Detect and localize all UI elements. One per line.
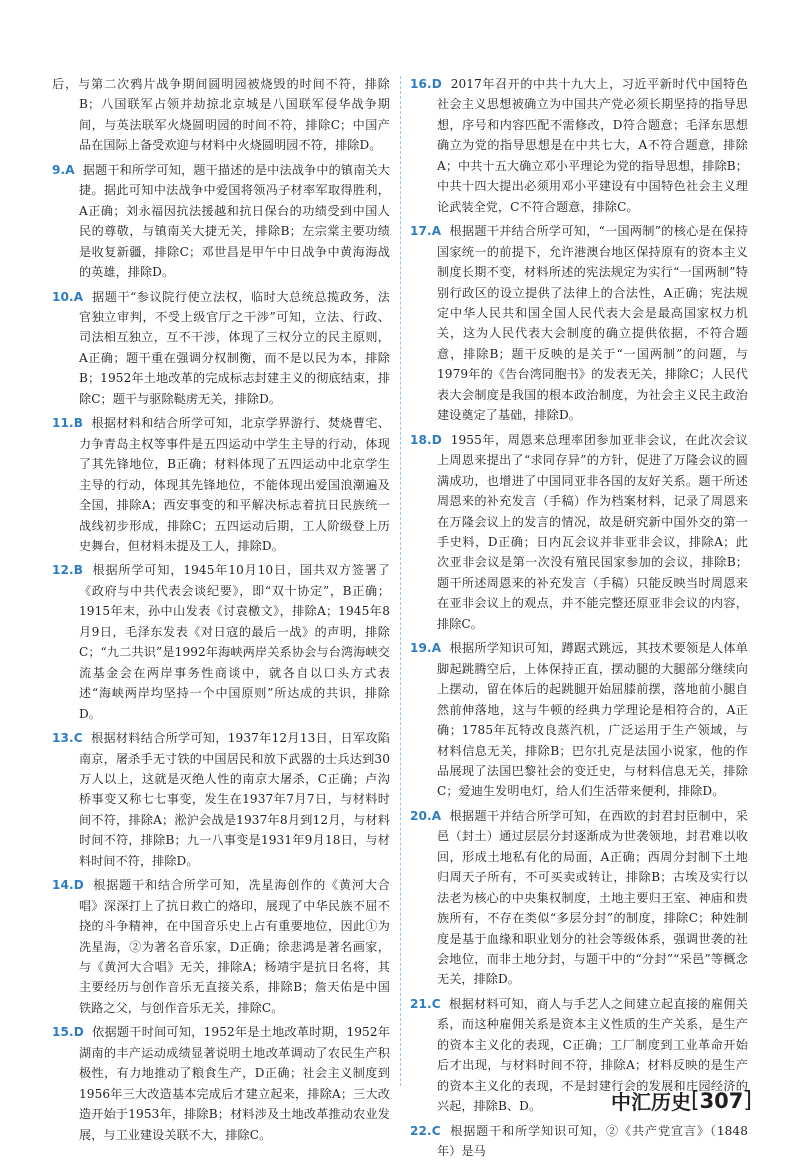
question-number: 12.	[52, 563, 74, 578]
answer-letter: D	[73, 1025, 84, 1040]
answer-item-15	[52, 1022, 390, 1145]
answer-text: 据题干“参议院行使立法权，临时大总统总揽政务，法官独立审判，不受上级官厅之干涉”可知，立法、行政、司法相互独立，互不干涉，体现了三权分立的民主原则，A正确；题干重在强调分权制衡，而不是以民为本，排除B；1952年土地改革的完成标志封建主义的彻底结束，排除C；题干与驱除鞑虏无关，排除D。	[79, 289, 391, 406]
answer-letter: D	[73, 878, 84, 893]
answer-item-9	[52, 160, 390, 283]
answer-item-22	[410, 1121, 748, 1162]
answer-text: 据题干和所学可知，题干描述的是中法战争中的镇南关大捷。据此可知中法战争中爱国将领冯子材率军取得胜利，A正确；刘永福因抗法援越和抗日保台的功绩受到中国人民的尊敬，与镇南关大捷无关，排除B；左宗棠主要功绩是收复新疆，排除C；邓世昌是甲午中日战争中黄海海战的英雄，排除D。	[79, 162, 390, 280]
question-number: 20.	[410, 808, 432, 823]
answer-item-20	[410, 806, 748, 990]
answer-item-19	[410, 638, 748, 802]
answer-item-11	[52, 413, 390, 556]
answer-letter: A	[431, 641, 442, 656]
answer-letter: C	[73, 731, 83, 746]
right-column	[410, 74, 748, 1166]
answer-text: 根据题干并结合所学可知，“一国两制”的核心是在保持国家统一的前提下，允许港澳台地区保持原有的资本主义制度长期不变，材料所述的宪法规定为实行“一国两制”特别行政区的设立提供了法律上的合法性，A正确；宪法规定中华人民共和国全国人民代表大会是最高国家权力机关，这为人民代表大会制度的确立提供依据，不符合题意，排除B；题干反映的是关于“一国两制”的问题，与1979年的《告台湾同胞书》的发表无关，排除C；人民代表大会制度是我国的根本政治制度，为社会主义民主政治建设奠定了基础，排除D。	[437, 224, 748, 423]
answer-text: 根据材料可知，商人与手艺人之间建立起直接的雇佣关系，而这种雇佣关系是资本主义性质的生产关系，是生产的资本主义化的表现，C正确；工厂制度到工业革命开始后才出现，与材料时间不符，排除A；材料反映的是生产的资本主义化的表现，不是封建行会的发展和庄园经济的兴起，排除B、D。	[437, 996, 749, 1114]
page-footer	[611, 1086, 752, 1115]
answer-item-18	[410, 430, 748, 635]
answer-text: 根据材料结合所学可知，1937年12月13日，日军攻陷南京，屠杀手无寸铁的中国居民和放下武器的士兵达到30万人以上，这就是灭绝人性的南京大屠杀，C正确；卢沟桥事变又称七七事变，发生在1937年7月7日，与材料时间不符，排除A；淞沪会战是1937年8月到12月，与材料时间不符，排除B；九一八事变是1931年9月18日，与材料时间不符，排除D。	[79, 731, 390, 868]
answer-letter: C	[431, 1123, 441, 1138]
answer-letter: B	[73, 563, 84, 578]
question-number: 14.	[52, 878, 74, 893]
answer-item-10	[52, 287, 390, 410]
answer-text: 2017年召开的中共十九大上，习近平新时代中国特色社会主义思想被确立为中国共产党必须长期坚持的指导思想，序号和内容匹配不需修改，D符合题意；毛泽东思想确立为党的指导思想是在中共七大，A不符合题意，排除A；中共十五大确立邓小平理论为党的指导思想，排除B；中共十四大提出必须用邓小平建设有中国特色社会主义理论武装全党，C不符合题意，排除C。	[437, 77, 748, 214]
question-number: 21.	[410, 996, 432, 1011]
question-number: 16.	[410, 77, 432, 91]
question-number: 17.	[410, 224, 432, 239]
answer-text: 根据题干和结合所学可知，冼星海创作的《黄河大合唱》深深打上了抗日救亡的烙印，展现了中华民族不屈不挠的斗争精神，在中国音乐史上占有重要地位，因此①为冼星海，②为著名音乐家，D正确；徐悲鸿是著名画家，与《黄河大合唱》无关，排除A；杨靖宇是抗日名将，其主要经历与创作音乐无直接关系，排除B；詹天佑是中国铁路之父，与创作音乐无关，排除C。	[79, 878, 390, 1015]
answer-letter: A	[431, 808, 442, 823]
answer-item-17	[410, 221, 748, 426]
question-number: 11.	[52, 416, 74, 431]
answer-letter: A	[65, 162, 75, 177]
question-number: 19.	[410, 641, 432, 656]
question-number: 15.	[52, 1025, 74, 1040]
answer-letter: A	[73, 289, 84, 304]
answer-text: 根据题干并结合所学可知，在西欧的封君封臣制中，采邑（封土）通过层层分封逐渐成为世袭领地，封君难以收回，形成土地私有化的局面，A正确；西周分封制下土地归周天子所有，不可买卖或转让，排除B；古埃及实行以法老为核心的中央集权制度，土地主要归王室、神庙和贵族所有，不存在类似“多层分封”的制度，排除C；种姓制度是基于血缘和职业划分的社会等级体系，强调世袭的社会地位，而非土地分封，与题干中的“分封”“采邑”等概念无关，排除D。	[437, 808, 748, 987]
answer-text: 1955年，周恩来总理率团参加亚非会议，在此次会议上周恩来提出了“求同存异”的方针，促进了万隆会议的圆满成功，也增进了中国同亚非各国的友好关系。题干所述周恩来的补充发言（手稿）作为档案材料，记录了周恩来在万隆会议上的发言的情况，故是研究新中国外交的第一手史料，D正确；日内瓦会议并非亚非会议，排除A；此次亚非会议是第一次没有殖民国家参加的会议，排除B；题干所述周恩来的补充发言（手稿）只能反映当时周恩来在亚非会议上的观点，并不能完整还原亚非会议的内容，排除C。	[437, 432, 748, 631]
answer-letter: B	[73, 416, 84, 431]
answer-item-cont	[52, 74, 390, 156]
answer-text: 根据所学可知，1945年10月10日，国共双方签署了《政府与中共代表会谈纪要》，即“双十协定”，B正确；1915年末，孙中山发表《讨袁檄文》，排除A；1945年8月9日，毛泽东发表《对日寇的最后一战》的声明，排除C；“九二共识”是1992年海峡两岸关系协会与台湾海峡交流基金会在两岸事务性商谈中，就各自以口头方式表述“海峡两岸均坚持一个中国原则”所达成的共识，排除D。	[79, 563, 390, 721]
column-divider	[400, 76, 401, 1086]
answer-item-13	[52, 728, 390, 871]
question-number: 18.	[410, 432, 432, 447]
answer-text: 根据题干和所学知识可知，②《共产党宣言》（1848年）是马	[437, 1123, 749, 1159]
footer-title: 中汇历史	[610, 1090, 691, 1114]
answer-text: 根据材料和结合所学可知，北京学界游行、焚烧曹宅、力争青岛主权等事件是五四运动中学生主导的行动，体现了其先锋地位，B正确；材料体现了五四运动中北京学生主导的行动，体现其先锋地位，不能体现出爱国浪潮遍及全国，排除A；西安事变的和平解决标志着抗日民族统一战线初步形成，排除C；五四运动后期，工人阶级登上历史舞台，但材料未提及工人，排除D。	[79, 416, 390, 553]
answer-item-16	[410, 74, 748, 217]
question-number: 22.	[410, 1123, 432, 1138]
bracket-right: ]	[743, 1088, 752, 1113]
answer-letter: D	[431, 77, 442, 91]
page-number: 307	[699, 1088, 744, 1113]
answer-text: 后，与第二次鸦片战争期间圆明园被烧毁的时间不符，排除B；八国联军占领并劫掠北京城是八国联军侵华战争期间，与英法联军火烧圆明园的时间不符，排除C；中国产品在国际上备受欢迎与材料中火烧圆明园不符，排除D。	[52, 77, 390, 153]
question-number: 9.	[52, 162, 66, 177]
answer-item-14	[52, 875, 390, 1018]
answer-letter: D	[431, 432, 442, 447]
left-column	[52, 74, 390, 1149]
bracket-left: [	[690, 1088, 700, 1113]
answer-letter: A	[431, 224, 442, 239]
answer-text: 依据题干时间可知，1952年是土地改革时期，1952年湖南的丰产运动成绩显著说明土地改革调动了农民生产积极性，有力地推动了粮食生产，D正确；社会主义制度到1956年三大改造基本完成后才建立起来，排除A；三大改造开始于1953年，排除B；材料涉及土地改革推动农业发展，与工业建设关联不大，排除C。	[79, 1025, 390, 1142]
answer-letter: C	[431, 996, 441, 1011]
question-number: 10.	[52, 289, 74, 304]
question-number: 13.	[52, 731, 74, 746]
answer-text: 根据所学知识可知，蹲踞式跳远，其技术要领是人体单脚起跳腾空后，上体保持正直，摆动腿的大腿部分继续向上摆动，留在体后的起跳腿开始屈膝前摆，落地前小腿自然前伸落地，这与牛顿的经典力学理论是相符合的，A正确；1785年瓦特改良蒸汽机，广泛运用于生产领域，与材料信息无关，排除B；巴尔扎克是法国小说家，他的作品展现了法国巴黎社会的变迁史，与材料信息无关，排除C；爱迪生发明电灯，给人们生活带来便利，排除D。	[437, 641, 748, 799]
answer-item-12	[52, 560, 390, 724]
